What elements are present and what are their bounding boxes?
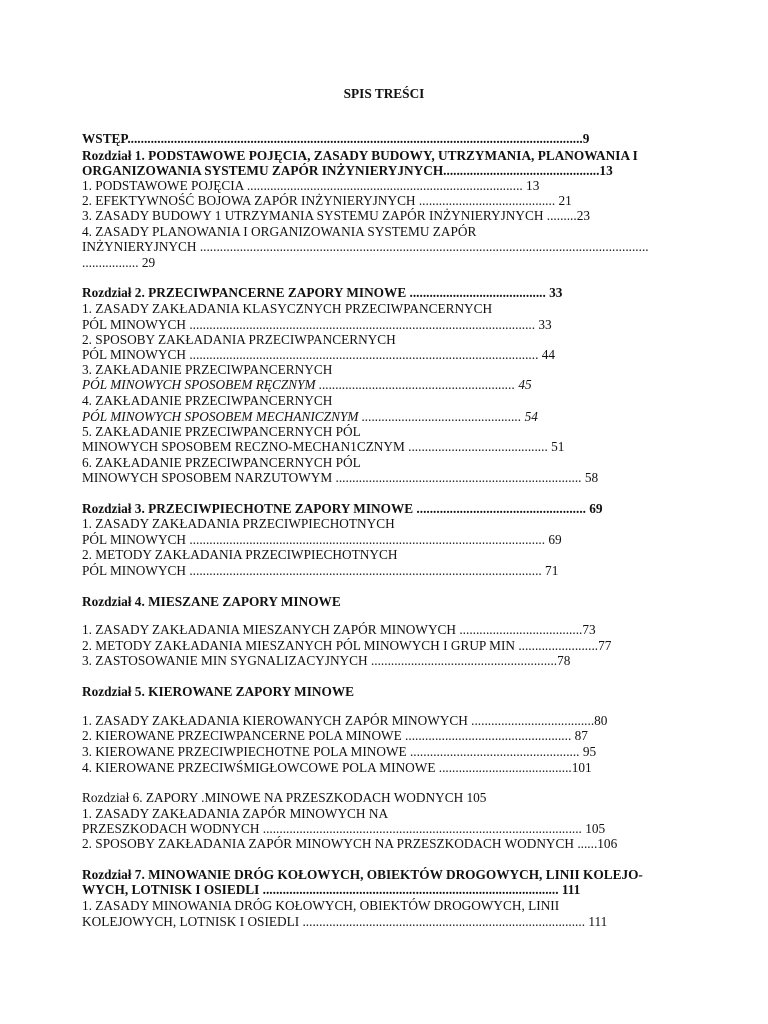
toc-entry-cont: PÓL MINOWYCH ........................................................................................................ 33 bbox=[82, 317, 552, 332]
toc-entry-cont: PÓL MINOWYCH SPOSOBEM MECHANICZNYM ................................................ 54 bbox=[82, 409, 538, 424]
chapter-3-heading: Rozdział 3. PRZECIWPIECHOTNE ZAPORY MINOWE ................................................... 69 bbox=[82, 501, 603, 516]
toc-entry: 1. ZASADY ZAKŁADANIA MIESZANYCH ZAPÓR MINOWYCH .....................................73 bbox=[82, 622, 596, 637]
chapter-4-heading: Rozdział 4. MIESZANE ZAPORY MINOWE bbox=[82, 594, 341, 609]
toc-entry-cont: INŻYNIERYJNYCH ....................................................................................................................................... bbox=[82, 239, 649, 254]
toc-entry: 4. ZAKŁADANIE PRZECIWPANCERNYCH bbox=[82, 393, 333, 408]
chapter-7-heading-cont: WYCH, LOTNISK I OSIEDLI ......................................................................................... 111 bbox=[82, 882, 581, 897]
page-title: SPIS TREŚCI bbox=[343, 86, 425, 101]
toc-entry: 5. ZAKŁADANIE PRZECIWPANCERNYCH PÓL bbox=[82, 424, 361, 439]
chapter-2-heading: Rozdział 2. PRZECIWPANCERNE ZAPORY MINOWE ......................................... 33 bbox=[82, 285, 563, 300]
toc-entry: 4. KIEROWANE PRZECIWŚMIGŁOWCOWE POLA MINOWE ........................................101 bbox=[82, 760, 592, 775]
toc-entry: 4. ZASADY PLANOWANIA I ORGANIZOWANIA SYSTEMU ZAPÓR bbox=[82, 224, 477, 239]
chapter-1-heading-cont: ORGANIZOWANIA SYSTEMU ZAPÓR INŻYNIERYJNYCH...............................................13 bbox=[82, 163, 613, 178]
toc-entry-cont: MINOWYCH SPOSOBEM NARZUTOWYM .......................................................................... 58 bbox=[82, 470, 599, 485]
toc-entry: 3. ZAKŁADANIE PRZECIWPANCERNYCH bbox=[82, 362, 333, 377]
toc-entry: 1. ZASADY MINOWANIA DRÓG KOŁOWYCH, OBIEKTÓW DROGOWYCH, LINII bbox=[82, 898, 560, 913]
toc-entry: 1. PODSTAWOWE POJĘCIA ................................................................................... 13 bbox=[82, 178, 540, 193]
toc-entry-cont: ................. 29 bbox=[82, 255, 156, 270]
toc-entry: 3. ZASADY BUDOWY 1 UTRZYMANIA SYSTEMU ZAPÓR INŻYNIERYJNYCH .........23 bbox=[82, 208, 590, 223]
toc-entry-cont: PÓL MINOWYCH ......................................................................................................... 44 bbox=[82, 347, 556, 362]
toc-entry: 2. KIEROWANE PRZECIWPANCERNE POLA MINOWE .................................................. 87 bbox=[82, 728, 588, 743]
toc-entry: 1. ZASADY ZAKŁADANIA PRZECIWPIECHOTNYCH bbox=[82, 516, 395, 531]
chapter-1-heading: Rozdział 1. PODSTAWOWE POJĘCIA, ZASADY BUDOWY, UTRZYMANIA, PLANOWANIA I bbox=[82, 148, 638, 163]
toc-entry: 1. ZASADY ZAKŁADANIA ZAPÓR MINOWYCH NA bbox=[82, 806, 389, 821]
toc-entry-cont: MINOWYCH SPOSOBEM RECZNO-MECHAN1CZNYM .......................................... 51 bbox=[82, 439, 565, 454]
toc-entry-cont: PÓL MINOWYCH SPOSOBEM RĘCZNYM ........................................................... 45 bbox=[82, 377, 532, 392]
toc-entry: 1. ZASADY ZAKŁADANIA KLASYCZNYCH PRZECIWPANCERNYCH bbox=[82, 301, 493, 316]
chapter-5-heading: Rozdział 5. KIEROWANE ZAPORY MINOWE bbox=[82, 684, 355, 699]
toc-entry: 2. METODY ZAKŁADANIA PRZECIWPIECHOTNYCH bbox=[82, 547, 398, 562]
toc-entry: 2. SPOSOBY ZAKŁADANIA PRZECIWPANCERNYCH bbox=[82, 332, 396, 347]
toc-entry: 3. ZASTOSOWANIE MIN SYGNALIZACYJNYCH ........................................................78 bbox=[82, 653, 571, 668]
toc-entry: 1. ZASADY ZAKŁADANIA KIEROWANYCH ZAPÓR MINOWYCH .....................................80 bbox=[82, 713, 608, 728]
toc-entry: 2. SPOSOBY ZAKŁADANIA ZAPÓR MINOWYCH NA PRZESZKODACH WODNYCH ......106 bbox=[82, 836, 618, 851]
chapter-6-heading: Rozdział 6. ZAPORY .MINOWE NA PRZESZKODACH WODNYCH 105 bbox=[82, 790, 487, 805]
chapter-7-heading: Rozdział 7. MINOWANIE DRÓG KOŁOWYCH, OBIEKTÓW DROGOWYCH, LINII KOLEJO- bbox=[82, 867, 643, 882]
toc-entry: 6. ZAKŁADANIE PRZECIWPANCERNYCH PÓL bbox=[82, 455, 361, 470]
toc-entry-intro: WSTĘP.........................................................................................................................................9 bbox=[82, 131, 590, 146]
toc-entry-cont: PÓL MINOWYCH ........................................................................................................... 69 bbox=[82, 532, 562, 547]
toc-entry: 3. KIEROWANE PRZECIWPIECHOTNE POLA MINOWE ................................................... 95 bbox=[82, 744, 597, 759]
toc-entry: 2. EFEKTYWNOŚĆ BOJOWA ZAPÓR INŻYNIERYJNYCH ......................................... 21 bbox=[82, 193, 572, 208]
toc-entry-cont: PÓL MINOWYCH .......................................................................................................... 71 bbox=[82, 563, 559, 578]
toc-entry-cont: KOLEJOWYCH, LOTNISK I OSIEDLI ..................................................................................... 111 bbox=[82, 914, 608, 929]
toc-entry-cont: PRZESZKODACH WODNYCH ................................................................................................ 105 bbox=[82, 821, 606, 836]
toc-entry: 2. METODY ZAKŁADANIA MIESZANYCH PÓL MINOWYCH I GRUP MIN ........................77 bbox=[82, 638, 612, 653]
